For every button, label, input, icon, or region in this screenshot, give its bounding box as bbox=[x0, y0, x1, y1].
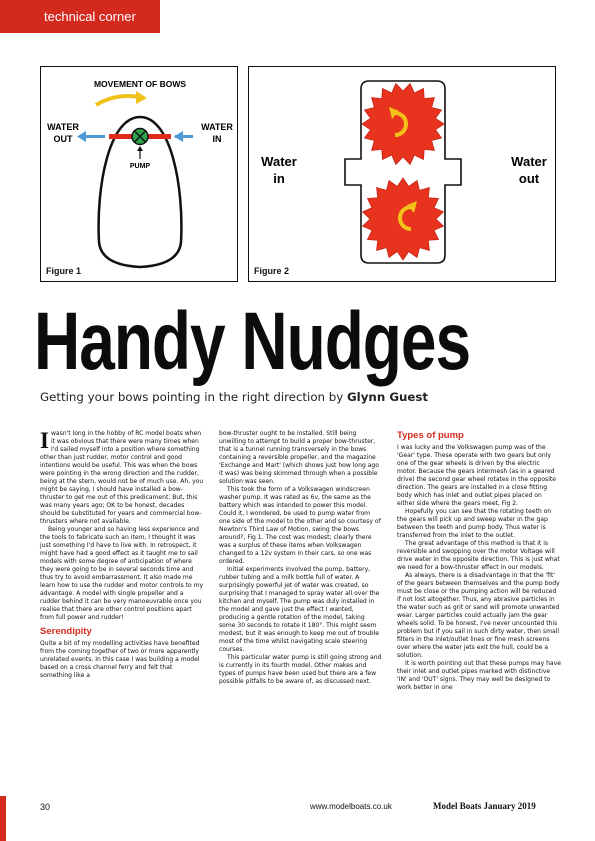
col2-para-4: This particular water pump is still going strong and is currently in its fourth model. Other makes and types of pumps have been used but there are a few possible pitfalls to be aware of, as discussed next. bbox=[219, 654, 382, 685]
water-in-label-1: WATER bbox=[201, 122, 233, 132]
col2-para-2: This took the form of a Volkswagen windscreen washer pump. It was rated as 6v, the same as the battery which was intended to power this model. Could it, I wondered, be used to pump water from one side of the model to the other and so courtesy of Newton's Third Law of Motion, swing the bows around?, Fig 1. The cost was modest; clearly there was a surplus of these items when Volkswagen changed to a 12v system in their cars, so one was ordered. bbox=[219, 486, 381, 565]
col3-para-1: I was lucky and the Volkswagen pump was of the 'Gear' type. These operate with two gears but only one of the gear wheels is driven by the electric motor. Because the gears intermesh (as in a geared drive) the second gear wheel rotates in the opposite direction. The gears are installed in a close fitting body which has inlet and outlet pipes placed on either side where the gears meet, Fig 2. bbox=[397, 444, 556, 507]
subhead-types-of-pump: Types of pump bbox=[397, 430, 464, 441]
article-column-2 bbox=[219, 430, 383, 686]
page-number: 30 bbox=[40, 802, 51, 812]
figure-1-title: MOVEMENT OF BOWS bbox=[93, 79, 187, 89]
figure-1-caption: Figure 1 bbox=[46, 266, 82, 276]
figure-2 bbox=[248, 66, 556, 282]
col1-para-1 bbox=[40, 430, 204, 526]
drop-cap: I bbox=[40, 428, 49, 453]
col3-para-2: Hopefully you can see that the rotating teeth on the gears will pick up and sweep water in the gap between the teeth and pump body. Thus water is transferred from the inlet to the outlet. bbox=[397, 508, 552, 539]
water-out-arrow-head bbox=[77, 131, 86, 142]
footer-accent-bar bbox=[0, 796, 6, 841]
water-in-text-1: Water bbox=[261, 154, 297, 169]
water-in-text-2: in bbox=[273, 171, 285, 186]
water-out-text-1: Water bbox=[511, 154, 547, 169]
col3-para-5: It is worth pointing out that these pumps may have their inlet and outlet pipes marked with distinctive 'IN' and 'OUT' signs. They may well be designed to work better in one bbox=[397, 660, 561, 691]
bow-arrow-head bbox=[136, 91, 147, 104]
article-headline: Handy Nudges bbox=[34, 294, 471, 388]
pump-label: PUMP bbox=[129, 163, 151, 170]
article-column-1 bbox=[40, 430, 204, 680]
figure-1-diagram bbox=[41, 67, 239, 283]
figure-2-caption: Figure 2 bbox=[254, 266, 290, 276]
author-name: Glynn Guest bbox=[347, 390, 429, 404]
water-in-arrow-head bbox=[174, 131, 183, 142]
col1-para-1-text: wasn't long in the hobby of RC model boats when it was obvious that there were many times when I'd sailed myself into a position where something other than just rudder, motor control and good intentions would be useful. This was when the bows were pointing in the wrong direction and the rudder, being at the stern, would not be of much use. Ah, you might be saying, I should have installed a bow-thruster to get me out of this predicament. But, this was many years ago; OK to be honest, decades should be substituted for years and commercial bow-thrusters where not available. bbox=[40, 430, 204, 525]
footer-issue: Model Boats January 2019 bbox=[433, 801, 536, 811]
gear-teeth bbox=[363, 178, 444, 260]
col1-para-2: Being younger and so having less experience and the tools to fabricate such an item, I thought it was just something I'd have to live with. In retrospect, it might have had a good effect as it taught me to sail models with some degree of anticipation of where they were going to be in several seconds time and thus try to avoid embarrassment. It also made me learn how to use the rudder and motor controls to my advantage. A model with single propeller and a rudder behind it can be very manoeuvrable once you realise that there are other control positions apart from full power and rudder! bbox=[40, 526, 204, 621]
section-tab bbox=[0, 0, 160, 33]
bow-movement-arrow bbox=[96, 96, 139, 105]
standfirst-text: Getting your bows pointing in the right direction by bbox=[40, 390, 347, 404]
gear-teeth bbox=[362, 84, 444, 165]
subhead-serendipity: Serendipity bbox=[40, 626, 92, 637]
col2-para-3: Initial experiments involved the pump, battery, rubber tubing and a milk bottle full of water. A surprisingly powerful jet of water was created, so surprising that I managed to spray water all over the kitchen and myself. The pump was duly installed in the model and gave just the effect I wanted, producing a gentle rotation of the model, taking some 30 seconds to rotate it 180°. This might seem modest, but it was enough to keep me out of trouble most of the time whilst navigating scale steering courses. bbox=[219, 566, 380, 653]
article-standfirst bbox=[40, 390, 428, 404]
water-out-label-2: OUT bbox=[53, 134, 73, 144]
footer-url: www.modelboats.co.uk bbox=[310, 802, 392, 811]
col3-para-4: As always, there is a disadvantage in that the 'fit' of the gears between themselves and the pump body must be close or the pumping action will be reduced if not lost altogether. Thus, any abrasive particles in the water such as grit or sand will promote unwanted wear. Larger particles could actually jam the gear wheels solid. To be honest, I've never uncounted this problem but if you sail in such dirty water, then small filters in the inlet/outlet lines or fine mesh screens over where the water jets exit the hull, could be a solution. bbox=[397, 572, 560, 659]
figure-2-diagram bbox=[249, 67, 557, 283]
water-in-label-2: IN bbox=[212, 134, 222, 144]
col2-para-1: bow-thruster ought to be installed. Still being unwilling to attempt to build a proper bow-thruster, that is a tunnel running transversely in the bows containing a reversible propeller, and the magazine 'Exchange and Mart' (which shows just how long ago it was) was being skimmed through when a possible solution was seen. bbox=[219, 430, 379, 485]
upper-gear bbox=[362, 84, 444, 165]
water-out-label-1: WATER bbox=[47, 122, 79, 132]
water-out-text-2: out bbox=[518, 171, 540, 186]
col3-para-3: The great advantage of this method is that it is reversible and swopping over the motor Voltage will drive water in the opposite direction. This is just what we need for a bow-thruster effect in our models. bbox=[397, 540, 560, 571]
lower-gear bbox=[363, 178, 444, 260]
col1-para-3: Quite a bit of my modelling activities have benefited from the coming together of two or more apparently unrelated events. In this case I was building a model based on a cross channel ferry and felt that something like a bbox=[40, 640, 200, 679]
figure-1 bbox=[40, 66, 238, 282]
section-tab-label: technical corner bbox=[44, 9, 136, 24]
article-column-3 bbox=[397, 430, 561, 692]
